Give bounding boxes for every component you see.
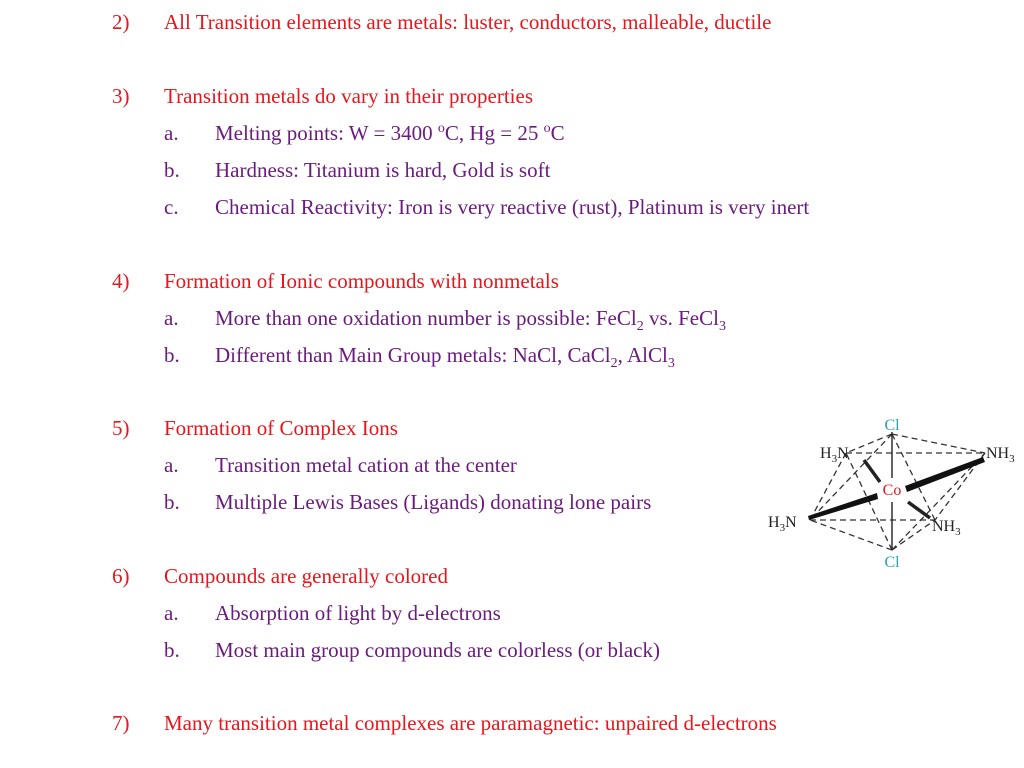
sub-letter: a. xyxy=(164,121,179,145)
sub-letter: b. xyxy=(164,490,180,514)
item-number: 4) xyxy=(112,269,130,293)
item-number: 3) xyxy=(112,84,130,108)
upper-left-ammine-label: $H_3N$ xyxy=(820,445,849,465)
sub-letter: c. xyxy=(164,195,179,219)
sub-text: Hardness: Titanium is hard, Gold is soft xyxy=(215,158,551,182)
upper-right-ammine-label: $NH_3$ xyxy=(986,445,1015,465)
item-text: Formation of Complex Ions xyxy=(164,416,398,440)
lower-right-ammine-label: $NH_3$ xyxy=(932,518,961,538)
octahedral-complex-diagram xyxy=(760,410,1022,575)
item-number: 2) xyxy=(112,10,130,34)
item-number: 5) xyxy=(112,416,130,440)
sub-text: Absorption of light by d-electrons xyxy=(215,601,501,625)
item-text: Transition metals do vary in their properties xyxy=(164,84,533,108)
sub-letter: a. xyxy=(164,601,179,625)
lower-left-ammine-label: $H_3N$ xyxy=(768,514,797,534)
item-text: Compounds are generally colored xyxy=(164,564,448,588)
top-chloride-label: Cl xyxy=(884,417,900,434)
sub-letter: a. xyxy=(164,306,179,330)
sub-text: Melting points: W = 3400 $^o$C, Hg = 25 $^o$C xyxy=(215,121,565,145)
item-number: 6) xyxy=(112,564,130,588)
sub-letter: a. xyxy=(164,453,179,477)
sub-letter: b. xyxy=(164,638,180,662)
sub-text: Most main group compounds are colorless (or black) xyxy=(215,638,660,662)
sub-letter: b. xyxy=(164,158,180,182)
sub-letter: b. xyxy=(164,343,180,367)
bottom-chloride-label: Cl xyxy=(884,554,900,571)
sub-text: Different than Main Group metals: NaCl, CaCl$_2$, AlCl$_3$ xyxy=(215,343,675,372)
sub-text: More than one oxidation number is possible: FeCl$_2$ vs. FeCl$_3$ xyxy=(215,306,726,335)
sub-text: Transition metal cation at the center xyxy=(215,453,517,477)
cobalt-label: Co xyxy=(882,482,902,499)
sub-text: Multiple Lewis Bases (Ligands) donating lone pairs xyxy=(215,490,652,514)
sub-text: Chemical Reactivity: Iron is very reactive (rust), Platinum is very inert xyxy=(215,195,810,219)
item-number: 7) xyxy=(112,711,130,735)
item-text: Many transition metal complexes are paramagnetic: unpaired d-electrons xyxy=(164,711,777,735)
item-text: Formation of Ionic compounds with nonmetals xyxy=(164,269,559,293)
item-text: All Transition elements are metals: luster, conductors, malleable, ductile xyxy=(164,10,772,34)
